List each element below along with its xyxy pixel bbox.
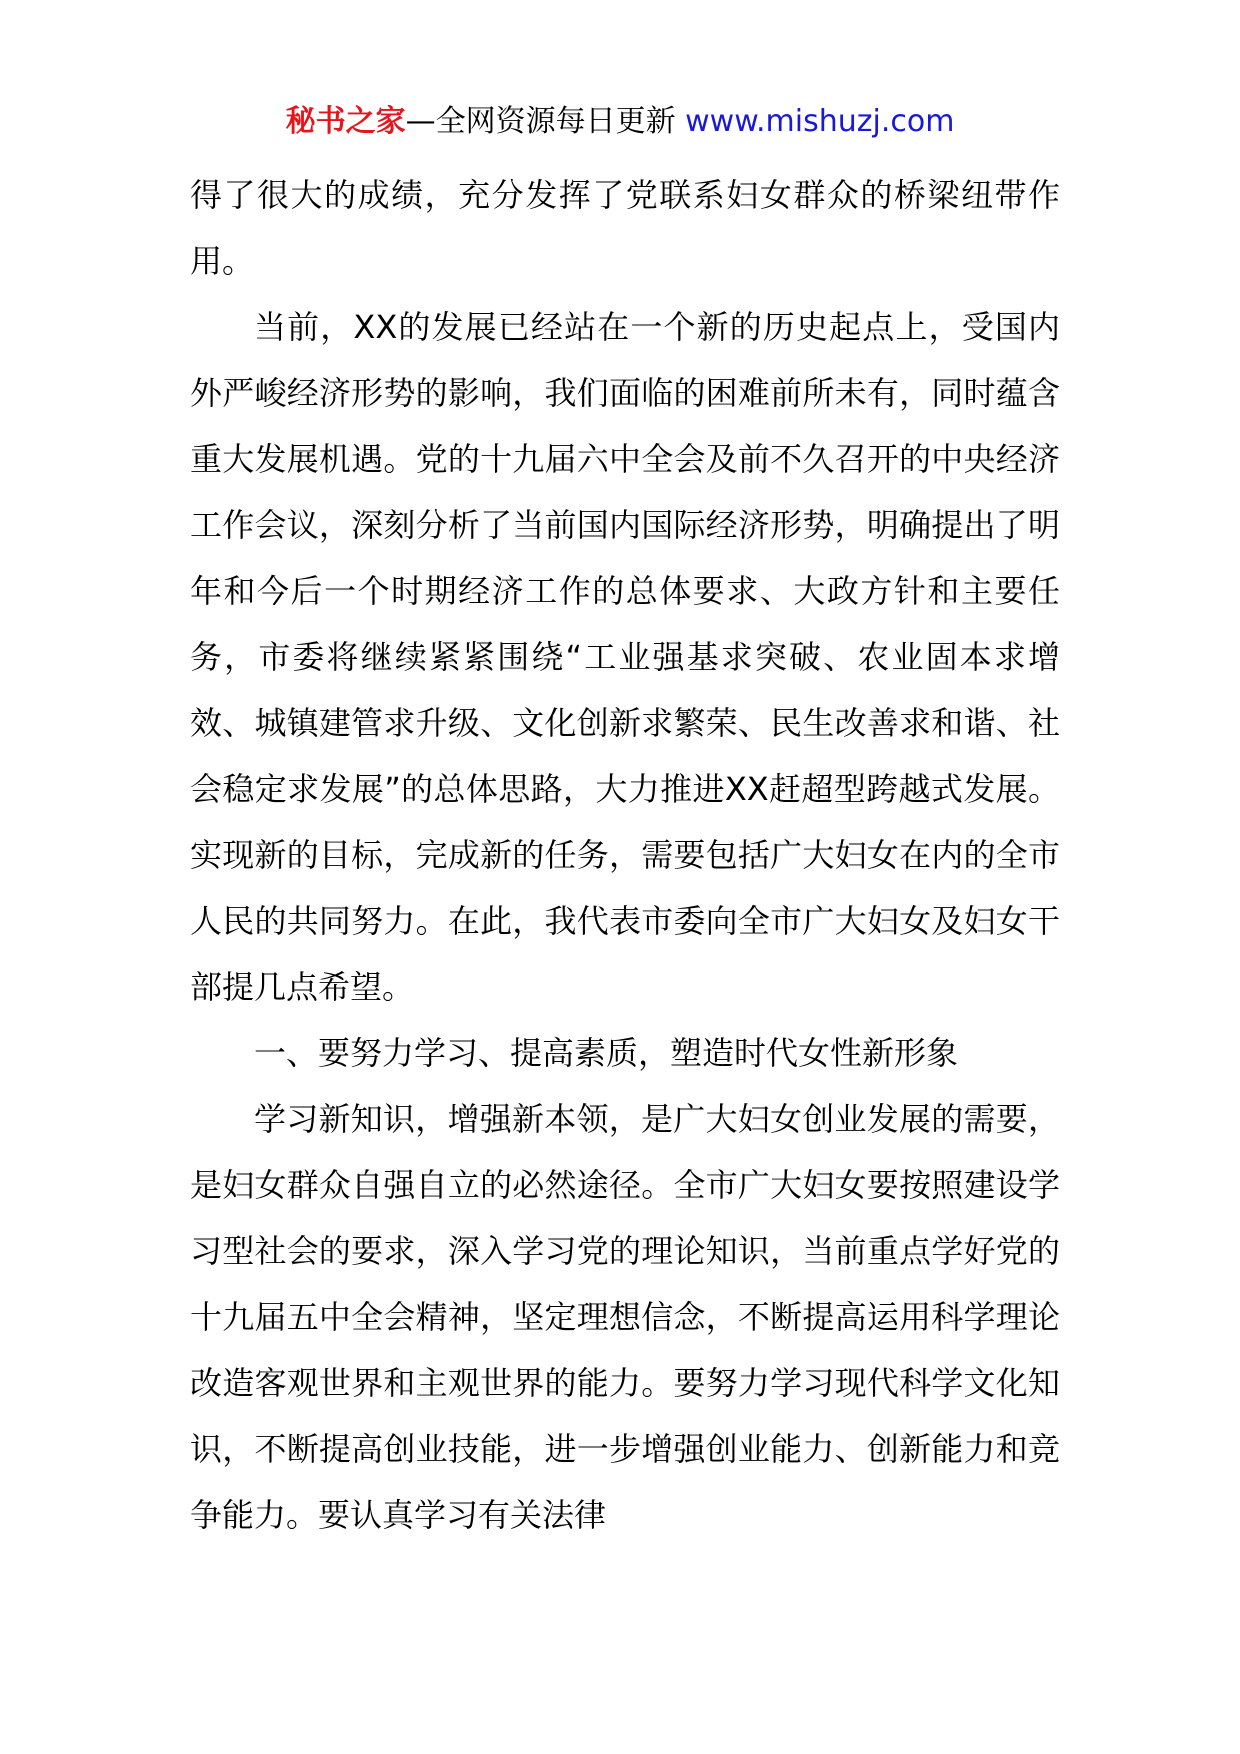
paragraph-study: 学习新知识，增强新本领，是广大妇女创业发展的需要，是妇女群众自强自立的必然途径。全市广大妇女要按照建设学习型社会的要求，深入学习党的理论知识，当前重点学好党的十九届五中全会精神，坚定理想信念，不断提高运用科学理论改造客观世界和主观世界的能力。要努力学习现代科学文化知识，不断提高创业技能，进一步增强创业能力、创新能力和竞争能力。要认真学习有关法律 <box>190 1100 1060 1534</box>
paragraph-continuation: 得了很大的成绩，充分发挥了党联系妇女群众的桥梁纽带作用。 <box>190 176 1060 280</box>
paragraph-current-situation: 当前，XX的发展已经站在一个新的历史起点上，受国内外严峻经济形势的影响，我们面临的困难前所未有，同时蕴含重大发展机遇。党的十九届六中全会及前不久召开的中央经济工作会议，深刻分析了当前国内国际经济形势，明确提出了明年和今后一个时期经济工作的总体要求、大政方针和主要任务，市委将继续紧紧围绕“工业强基求突破、农业固本求增效、城镇建管求升级、文化创新求繁荣、民生改善求和谐、社会稳定求发展”的总体思路，大力推进XX赶超型跨越式发展。实现新的目标，完成新的任务，需要包括广大妇女在内的全市人民的共同努力。在此，我代表市委向全市广大妇女及妇女干部提几点希望。 <box>190 308 1060 1006</box>
site-header <box>0 100 1240 144</box>
header-tagline: —全网资源每日更新 <box>405 104 676 139</box>
site-url-link[interactable]: www.mishuzj.com <box>685 104 955 139</box>
section-heading-1: 一、要努力学习、提高素质，塑造时代女性新形象 <box>254 1034 959 1072</box>
document-body <box>190 162 1060 1548</box>
brand-name: 秘书之家 <box>285 104 406 139</box>
